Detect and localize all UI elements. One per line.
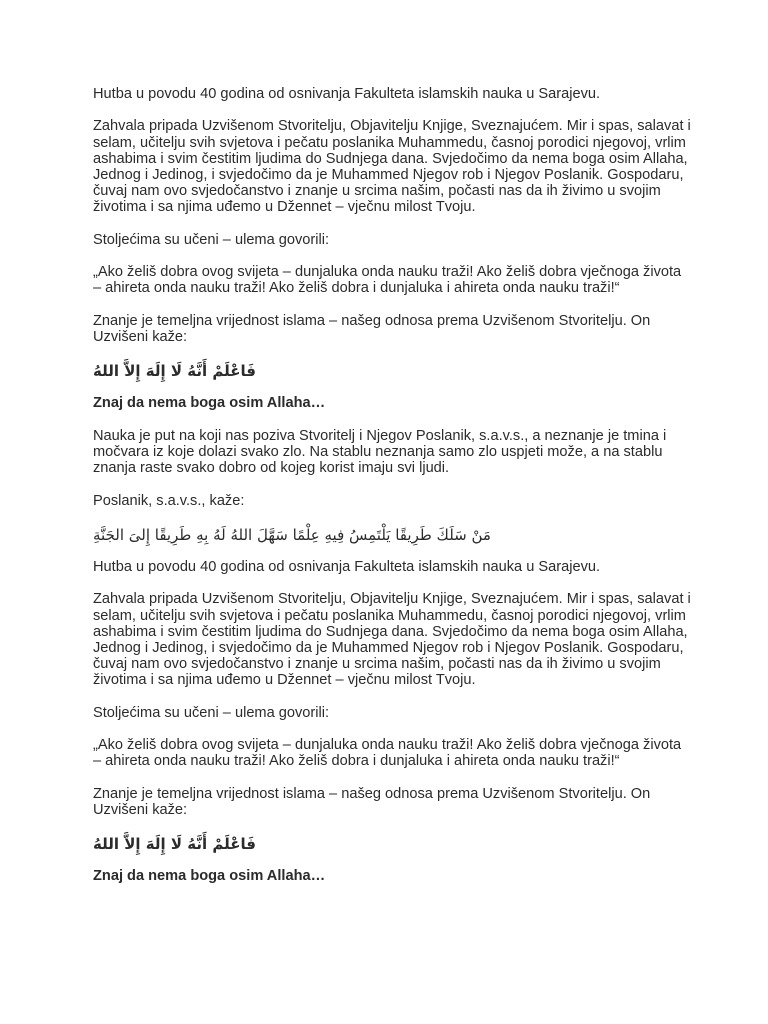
body-paragraph: Zahvala pripada Uzvišenom Stvoritelju, Objavitelju Knjige, Sveznajućem. Mir i spas, salavat i selam, učitelju svih svjetova i pečatu poslanika Muhammedu, časnoj porodici njegovoj, vrlim ashabima i svim čestitim ljudima do Sudnjega dana. Svjedočimo da nema boga osim Allaha, Jednog i Jedinog, i svjedočimo da je Muhammed Njegov rob i Njegov Poslanik. Gospodaru, čuvaj nam ovo svjedočanstvo i znanje u srcima našim, počasti nas da ih živimo u svojim životima i sa njima uđemo u Džennet – vječnu milost Tvoju. <box>93 118 691 216</box>
body-paragraph: Zahvala pripada Uzvišenom Stvoritelju, Objavitelju Knjige, Sveznajućem. Mir i spas, salavat i selam, učitelju svih svjetova i pečatu poslanika Muhammedu, časnoj porodici njegovoj, vrlim ashabima i svim čestitim ljudima do Sudnjega dana. Svjedočimo da nema boga osim Allaha, Jednog i Jedinog, i svjedočimo da je Muhammed Njegov rob i Njegov Poslanik. Gospodaru, čuvaj nam ovo svjedočanstvo i znanje u srcima našim, počasti nas da ih živimo u svojim životima i sa njima uđemo u Džennet – vječnu milost Tvoju. <box>93 591 691 689</box>
title-paragraph: Hutba u povodu 40 godina od osnivanja Fakulteta islamskih nauka u Sarajevu. <box>93 558 601 575</box>
body-paragraph: Nauka je put na koji nas poziva Stvoritelj i Njegov Poslanik, s.a.v.s., a neznanje je tmina i močvara iz koje dolazi svako zlo. Na stablu neznanja samo zlo uspjeti može, a na stablu znanja raste svako dobro od kojeg korist imaju svi ljudi. <box>93 427 667 477</box>
title-paragraph: Hutba u povodu 40 godina od osnivanja Fakulteta islamskih nauka u Sarajevu. <box>93 86 601 102</box>
quote-paragraph: „Ako želiš dobra ovog svijeta – dunjaluka onda nauku traži! Ako želiš dobra vječnoga života – ahireta onda nauku traži! Ako želiš dobra i dunjaluka i ahireta onda nauku traži!“ <box>93 264 682 297</box>
quote-paragraph: „Ako želiš dobra ovog svijeta – dunjaluka onda nauku traži! Ako želiš dobra vječnoga života – ahireta onda nauku traži! Ako želiš dobra i dunjaluka i ahireta onda nauku traži!“ <box>93 737 682 770</box>
body-paragraph: Poslanik, s.a.v.s., kaže: <box>93 492 245 509</box>
body-paragraph: Stoljećima su učeni – ulema govorili: <box>93 704 330 721</box>
body-paragraph: Znanje je temeljna vrijednost islama – našeg odnosa prema Uzvišenom Stvoritelju. On Uzvišeni kaže: <box>93 785 651 818</box>
verse-translation: Znaj da nema boga osim Allaha… <box>93 395 326 412</box>
arabic-hadith: مَنْ سَلَكَ طَرِيقًا يَلْتَمِسُ فِيهِ عِلْمًا سَهَّلَ اللهُ لَهُ بِهِ طَرِيقًا إِلىَ الجَنَّةِ <box>93 525 491 544</box>
arabic-verse: فَاعْلَمْ أَنَّهُ لَا إِلَهَ إِلاَّ اللهُ <box>93 835 256 854</box>
body-paragraph: Znanje je temeljna vrijednost islama – našeg odnosa prema Uzvišenom Stvoritelju. On Uzvišeni kaže: <box>93 312 651 345</box>
body-paragraph: Stoljećima su učeni – ulema govorili: <box>93 231 330 248</box>
document-page <box>93 86 693 901</box>
arabic-verse: فَاعْلَمْ أَنَّهُ لَا إِلَهَ إِلاَّ اللهُ <box>93 362 256 381</box>
verse-translation: Znaj da nema boga osim Allaha… <box>93 868 326 885</box>
